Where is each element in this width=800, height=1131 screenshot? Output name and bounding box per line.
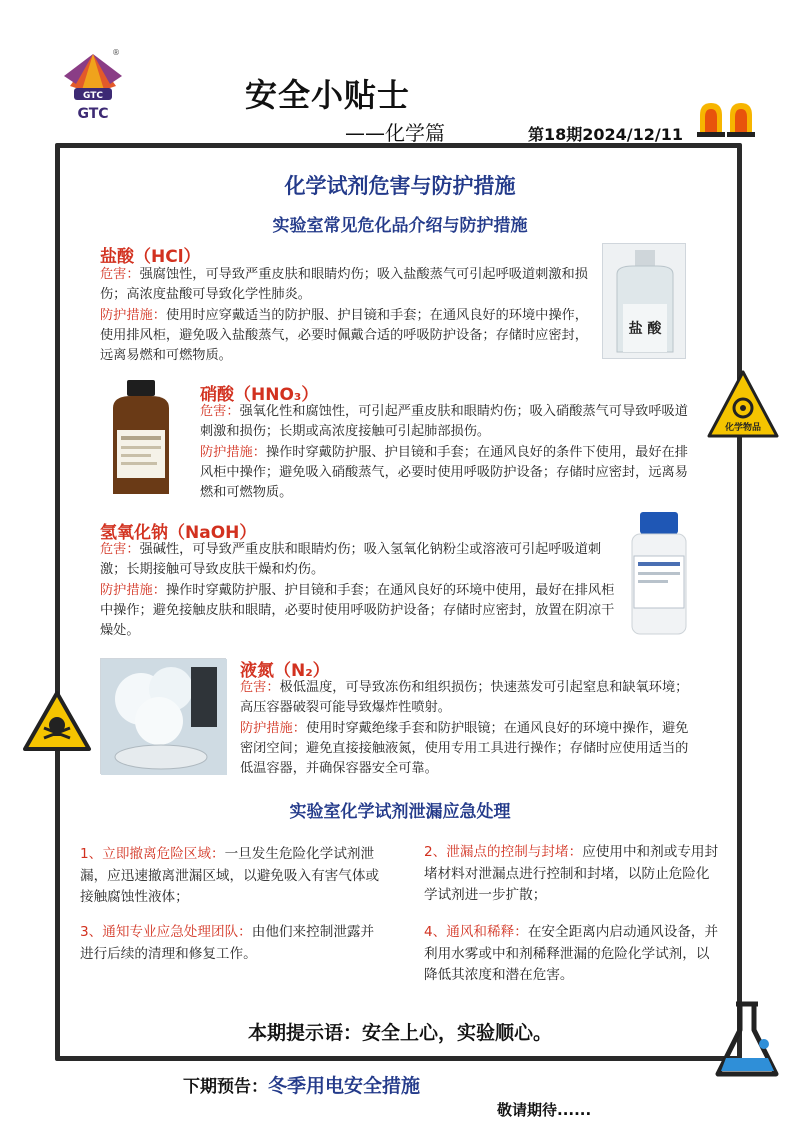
hno3-bottle-photo xyxy=(103,378,179,498)
step-heading: 1、立即撤离危险区域： xyxy=(80,846,225,862)
svg-text:GTC: GTC xyxy=(83,91,103,101)
leak-step-4 xyxy=(424,922,720,987)
hazard-label: 危害： xyxy=(200,404,240,419)
leak-step-3 xyxy=(80,922,380,965)
toxic-skull-sign-icon xyxy=(22,690,92,752)
step-text: 在安全距离内启动通风设备，并利用水雾或中和剂稀释泄漏的危险化学试剂，以降低其浓度和潜在危害。 xyxy=(424,924,719,983)
bottle-image-icon xyxy=(603,244,687,360)
step-heading: 2、泄漏点的控制与封堵： xyxy=(424,844,583,860)
hazard-text: 强碱性，可导致严重皮肤和眼睛灼伤；吸入氢氧化钠粉尘或溶液可引起呼吸道刺激；长期接触可导致皮肤干燥和灼伤。 xyxy=(100,542,602,578)
protect-label: 防护措施： xyxy=(240,720,306,736)
protect-label: 防护措施： xyxy=(100,582,166,598)
chem-name-hcl: 盐酸（HCl） xyxy=(100,247,201,267)
chem-name-n2: 液氮（N₂） xyxy=(240,661,330,681)
leak-step-1 xyxy=(80,844,380,909)
warning-lamps-icon xyxy=(697,97,755,137)
flask-icon xyxy=(712,1000,782,1080)
next-topic: 冬季用电安全措施 xyxy=(268,1075,421,1097)
hazard-text: 强氧化性和腐蚀性，可引起严重皮肤和眼睛灼伤；吸入硝酸蒸气可导致呼吸道刺激和损伤；长期或高浓度接触可引起肺部损伤。 xyxy=(200,404,688,440)
nitrogen-vapor-icon xyxy=(101,659,227,775)
hazard-label: 危害： xyxy=(100,267,140,282)
step-text: 一旦发生危险化学试剂泄漏，应迅速撤离泄漏区域，以避免吸入有害气体或接触腐蚀性液体； xyxy=(80,846,380,905)
chem-name-hno3: 硝酸（HNO₃） xyxy=(200,385,319,405)
liquid-nitrogen-photo xyxy=(100,658,226,774)
protect-text: 使用时穿戴绝缘手套和防护眼镜；在通风良好的环境中操作，避免密闭空间；避免直接接触液氮，使用专用工具进行操作；存储时应使用适当的低温容器，并确保容器安全可靠。 xyxy=(240,720,689,777)
registered-mark: ® xyxy=(112,48,120,57)
hazard-text: 强腐蚀性，可导致严重皮肤和眼睛灼伤；吸入盐酸蒸气可引起呼吸道刺激和损伤；高浓度盐酸可导致化学性肺炎。 xyxy=(100,267,588,303)
protect-text: 使用时应穿戴适当的防护服、护目镜和手套；在通风良好的环境中操作，使用排风柜，避免吸入盐酸蒸气，必要时佩戴合适的呼吸防护设备；存储时应密封，远离易燃和可燃物质。 xyxy=(100,307,588,364)
hazard-label: 危害： xyxy=(240,680,280,695)
step-text: 应使用中和剂或专用封堵材料对泄漏点进行控制和封堵，以防止危险化学试剂进一步扩散； xyxy=(424,844,719,903)
protect-label: 防护措施： xyxy=(100,307,166,323)
logo-text: GTC xyxy=(77,106,109,122)
protect-label: 防护措施： xyxy=(200,444,266,460)
side-sign-label: 化学物品 xyxy=(724,423,761,433)
chem-desc-hno3 xyxy=(200,402,698,503)
white-bottle-icon xyxy=(628,510,690,638)
hazard-label: 危害： xyxy=(100,542,140,557)
next-label: 下期预告： xyxy=(183,1077,268,1097)
stay-tuned: 敬请期待...... xyxy=(497,1101,592,1119)
page-title: 安全小贴士 xyxy=(245,76,411,114)
section-heading-hazards: 实验室常见危化品介绍与防护措施 xyxy=(272,216,528,236)
main-heading: 化学试剂危害与防护措施 xyxy=(284,174,516,198)
hcl-photo-label: 盐 酸 xyxy=(628,321,662,337)
brown-bottle-icon xyxy=(103,378,179,498)
step-heading: 3、通知专业应急处理团队： xyxy=(80,924,252,940)
issue-tip: 本期提示语：安全上心，实验顺心。 xyxy=(247,1022,552,1044)
naoh-bottle-photo xyxy=(628,510,690,638)
gtc-logo xyxy=(62,50,124,128)
step-heading: 4、通风和稀释： xyxy=(424,924,528,940)
issue-date: 第18期2024/12/11 xyxy=(528,125,684,144)
next-issue xyxy=(183,1071,420,1098)
hcl-bottle-photo xyxy=(602,243,686,359)
hazard-text: 极低温度，可导致冻伤和组织损伤；快速蒸发可引起窒息和缺氧环境；高压容器破裂可能导致爆炸性喷射。 xyxy=(240,680,689,716)
chem-name-naoh: 氢氧化钠（NaOH） xyxy=(100,523,257,543)
section-heading-leak: 实验室化学试剂泄漏应急处理 xyxy=(289,802,511,822)
step-text: 由他们来控制泄露并进行后续的清理和修复工作。 xyxy=(80,924,375,962)
logo-emblem-icon xyxy=(62,50,124,106)
leak-step-2 xyxy=(424,842,720,907)
protect-text: 操作时穿戴防护服、护目镜和手套；在通风良好的环境中使用，最好在排风柜中操作；避免接触皮肤和眼睛，必要时使用呼吸防护设备；存储时应密封，放置在阴凉干燥处。 xyxy=(100,582,615,639)
chem-desc-hcl xyxy=(100,265,588,366)
protect-text: 操作时穿戴防护服、护目镜和手套；在通风良好的条件下使用，最好在排风柜中操作；避免吸入硝酸蒸气，必要时使用呼吸防护设备；存储时应密封，远离易燃和可燃物质。 xyxy=(200,444,688,501)
chem-desc-naoh xyxy=(100,540,620,641)
page-subtitle: ——化学篇 xyxy=(345,121,445,145)
chem-desc-n2 xyxy=(240,678,698,779)
